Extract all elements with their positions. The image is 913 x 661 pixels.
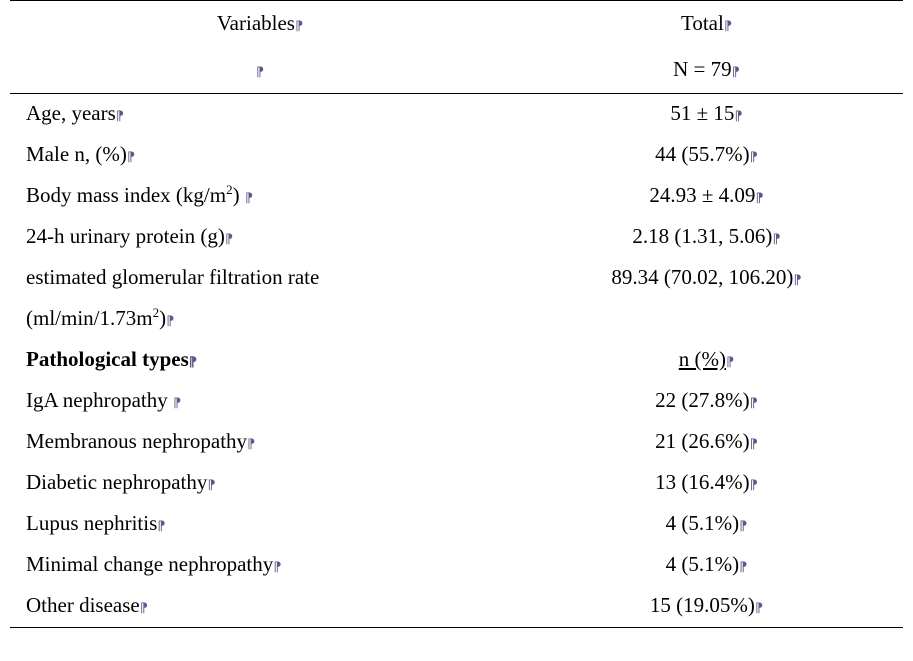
row-total-cell bbox=[510, 258, 903, 299]
table-row bbox=[10, 463, 903, 504]
row-variable-label: Membranous nephropathy bbox=[26, 429, 248, 453]
table-row bbox=[10, 176, 903, 217]
row-variable-label: IgA nephropathy bbox=[26, 388, 168, 412]
row-total-value: 24.93 ± 4.09 bbox=[649, 183, 756, 207]
row-total-cell bbox=[510, 504, 903, 545]
row-variable-tail: ) bbox=[232, 183, 240, 207]
pilcrow-icon: ⁋ bbox=[734, 108, 743, 123]
row-variable-cell bbox=[10, 299, 510, 340]
row-total-cell bbox=[510, 381, 903, 422]
row-variable-cell bbox=[10, 586, 510, 628]
subheader-variables-cell bbox=[10, 48, 510, 94]
table-row bbox=[10, 217, 903, 258]
pilcrow-icon: ⁋ bbox=[723, 18, 733, 33]
table-row bbox=[10, 94, 903, 136]
row-variable-superscript: 2 bbox=[226, 182, 233, 197]
pilcrow-icon: ⁋ bbox=[739, 518, 748, 533]
pilcrow-icon: ⁋ bbox=[244, 190, 254, 205]
row-variable-label: (ml/min/1.73m bbox=[26, 306, 153, 330]
table-row bbox=[10, 545, 903, 586]
pilcrow-icon: ⁋ bbox=[772, 231, 781, 246]
row-total-cell bbox=[510, 176, 903, 217]
pilcrow-icon: ⁋ bbox=[207, 477, 216, 492]
row-variable-cell bbox=[10, 94, 510, 136]
pilcrow-icon: ⁋ bbox=[166, 313, 175, 328]
pilcrow-icon: ⁋ bbox=[749, 436, 758, 451]
pilcrow-icon: ⁋ bbox=[749, 149, 758, 164]
pilcrow-icon: ⁋ bbox=[126, 149, 136, 164]
clinical-characteristics-table bbox=[10, 0, 903, 628]
row-total-value: 51 ± 15 bbox=[670, 101, 735, 125]
pilcrow-icon: ⁋ bbox=[731, 64, 740, 79]
row-total-cell bbox=[510, 94, 903, 136]
row-total-value: 22 (27.8%) bbox=[655, 388, 750, 412]
row-total-value: 2.18 (1.31, 5.06) bbox=[632, 224, 773, 248]
pilcrow-icon: ⁋ bbox=[255, 64, 265, 79]
pilcrow-icon: ⁋ bbox=[294, 18, 304, 33]
pilcrow-icon: ⁋ bbox=[115, 108, 125, 123]
table-row bbox=[10, 299, 903, 340]
pilcrow-icon: ⁋ bbox=[739, 559, 748, 574]
row-total-cell bbox=[510, 422, 903, 463]
header-total-cell bbox=[510, 1, 903, 49]
row-total-cell bbox=[510, 299, 903, 340]
row-total-cell bbox=[510, 463, 903, 504]
pilcrow-icon: ⁋ bbox=[749, 395, 758, 410]
pilcrow-icon: ⁋ bbox=[188, 354, 198, 369]
row-variable-cell bbox=[10, 545, 510, 586]
row-variable-superscript: 2 bbox=[152, 305, 160, 320]
row-total-cell bbox=[510, 545, 903, 586]
row-variable-label: estimated glomerular filtration rate bbox=[26, 265, 320, 289]
row-variable-cell bbox=[10, 422, 510, 463]
row-variable-cell bbox=[10, 135, 510, 176]
row-variable-cell bbox=[10, 463, 510, 504]
table-row bbox=[10, 586, 903, 628]
subheader-total-cell bbox=[510, 48, 903, 94]
row-variable-cell bbox=[10, 340, 510, 381]
row-variable-label: Minimal change nephropathy bbox=[26, 552, 274, 576]
row-variable-label: Pathological types bbox=[26, 347, 189, 371]
pilcrow-icon: ⁋ bbox=[224, 231, 234, 246]
table-row-section bbox=[10, 340, 903, 381]
row-total-cell bbox=[510, 340, 903, 381]
row-variable-tail: ) bbox=[159, 306, 167, 330]
row-total-value: 13 (16.4%) bbox=[655, 470, 750, 494]
row-variable-label: Age, years bbox=[26, 101, 116, 125]
row-total-value: 15 (19.05%) bbox=[649, 593, 755, 617]
row-variable-cell bbox=[10, 217, 510, 258]
table-row bbox=[10, 504, 903, 545]
row-total-value: n (%) bbox=[678, 347, 727, 371]
row-variable-cell bbox=[10, 381, 510, 422]
row-variable-label: Lupus nephritis bbox=[26, 511, 158, 535]
row-variable-label: Diabetic nephropathy bbox=[26, 470, 208, 494]
pilcrow-icon: ⁋ bbox=[139, 600, 148, 615]
pilcrow-icon: ⁋ bbox=[273, 559, 282, 574]
pilcrow-icon: ⁋ bbox=[247, 436, 256, 451]
pilcrow-icon: ⁋ bbox=[793, 272, 802, 287]
header-total-label: Total bbox=[680, 11, 724, 35]
table-row bbox=[10, 135, 903, 176]
row-total-value: 89.34 (70.02, 106.20) bbox=[611, 265, 794, 289]
row-total-cell bbox=[510, 217, 903, 258]
header-variables-label: Variables bbox=[216, 11, 295, 35]
row-total-cell bbox=[510, 135, 903, 176]
pilcrow-icon: ⁋ bbox=[755, 190, 764, 205]
table-row bbox=[10, 381, 903, 422]
pilcrow-icon: ⁋ bbox=[754, 600, 764, 615]
header-variables-cell bbox=[10, 1, 510, 49]
row-total-value: 44 (55.7%) bbox=[655, 142, 750, 166]
row-variable-label: 24-h urinary protein (g) bbox=[26, 224, 225, 248]
row-variable-cell bbox=[10, 176, 510, 217]
table-row bbox=[10, 422, 903, 463]
row-total-cell bbox=[510, 586, 903, 628]
table-subheader-row bbox=[10, 48, 903, 94]
pilcrow-icon: ⁋ bbox=[749, 477, 758, 492]
row-variable-label: Body mass index (kg/m bbox=[26, 183, 227, 207]
table-header-row bbox=[10, 1, 903, 49]
pilcrow-icon: ⁋ bbox=[726, 354, 735, 369]
pilcrow-icon: ⁋ bbox=[157, 518, 166, 533]
row-variable-cell bbox=[10, 504, 510, 545]
row-variable-label: Male n, (%) bbox=[26, 142, 127, 166]
table-row bbox=[10, 258, 903, 299]
row-variable-label: Other disease bbox=[26, 593, 140, 617]
pilcrow-icon: ⁋ bbox=[172, 395, 182, 410]
row-total-value: 4 (5.1%) bbox=[665, 552, 740, 576]
row-variable-cell bbox=[10, 258, 510, 299]
row-total-value: 4 (5.1%) bbox=[665, 511, 740, 535]
subheader-total-label: N = 79 bbox=[673, 57, 732, 81]
row-total-value: 21 (26.6%) bbox=[655, 429, 750, 453]
